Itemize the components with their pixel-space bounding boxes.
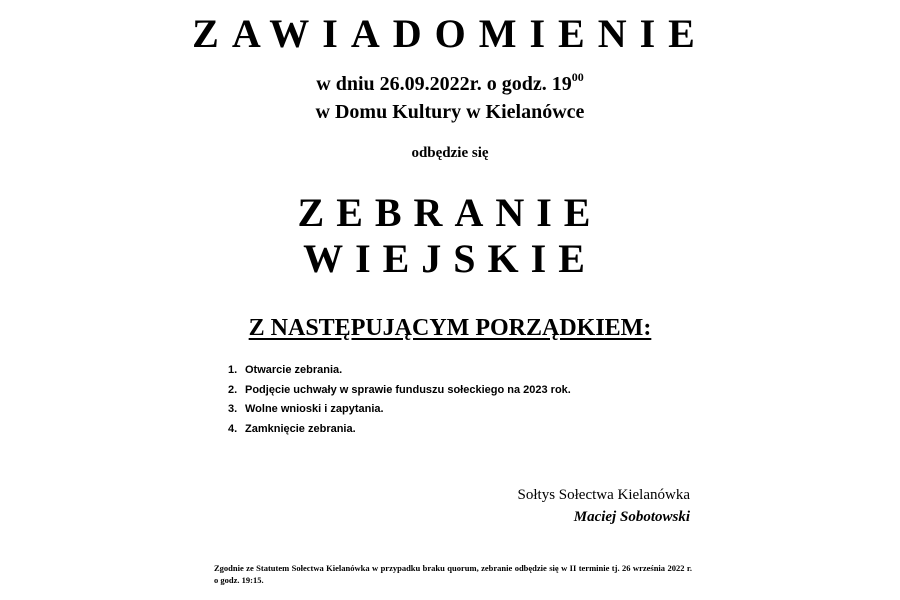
agenda-item-text: Otwarcie zebrania. [245, 364, 343, 376]
signature-role: Sołtys Sołectwa Kielanówka [517, 487, 690, 503]
agenda-item-text: Wolne wnioski i zapytania. [245, 403, 384, 415]
headline-line-2: WIEJSKIE [303, 236, 597, 281]
meeting-date-time [0, 71, 900, 97]
headline-line-1: ZEBRANIE [297, 190, 603, 235]
agenda-list [228, 361, 571, 439]
agenda-title: Z NASTĘPUJĄCYM PORZĄDKIEM: [248, 315, 652, 341]
agenda-item [228, 361, 571, 381]
agenda-item [228, 381, 571, 401]
meeting-date-text: w dniu 26.09.2022r. o godz. 19 [316, 73, 572, 95]
agenda-item [228, 420, 571, 440]
agenda-item-number: 1. [228, 364, 238, 376]
notice-title: ZAWIADOMIENIE [192, 11, 708, 56]
footnote: Zgodnie ze Statutem Sołectwa Kielanówka w przypadku braku quorum, zebranie odbędzie się w II terminie tj. 26 września 2022 r. o godz. 19:15. [214, 563, 692, 585]
agenda-item-number: 3. [228, 403, 238, 415]
agenda-item-text: Zamknięcie zebrania. [245, 422, 356, 435]
agenda-item-text: Podjęcie uchwały w sprawie funduszu sołeckiego na 2023 rok. [245, 383, 571, 396]
will-take-place-text: odbędzie się [411, 145, 489, 161]
agenda-item-number: 2. [228, 383, 238, 396]
agenda-item [228, 400, 571, 420]
agenda-item-number: 4. [228, 422, 238, 435]
meeting-location: w Domu Kultury w Kielanówce [315, 101, 585, 123]
signature-name: Maciej Sobotowski [573, 509, 690, 525]
meeting-time-minutes: 00 [571, 70, 584, 84]
